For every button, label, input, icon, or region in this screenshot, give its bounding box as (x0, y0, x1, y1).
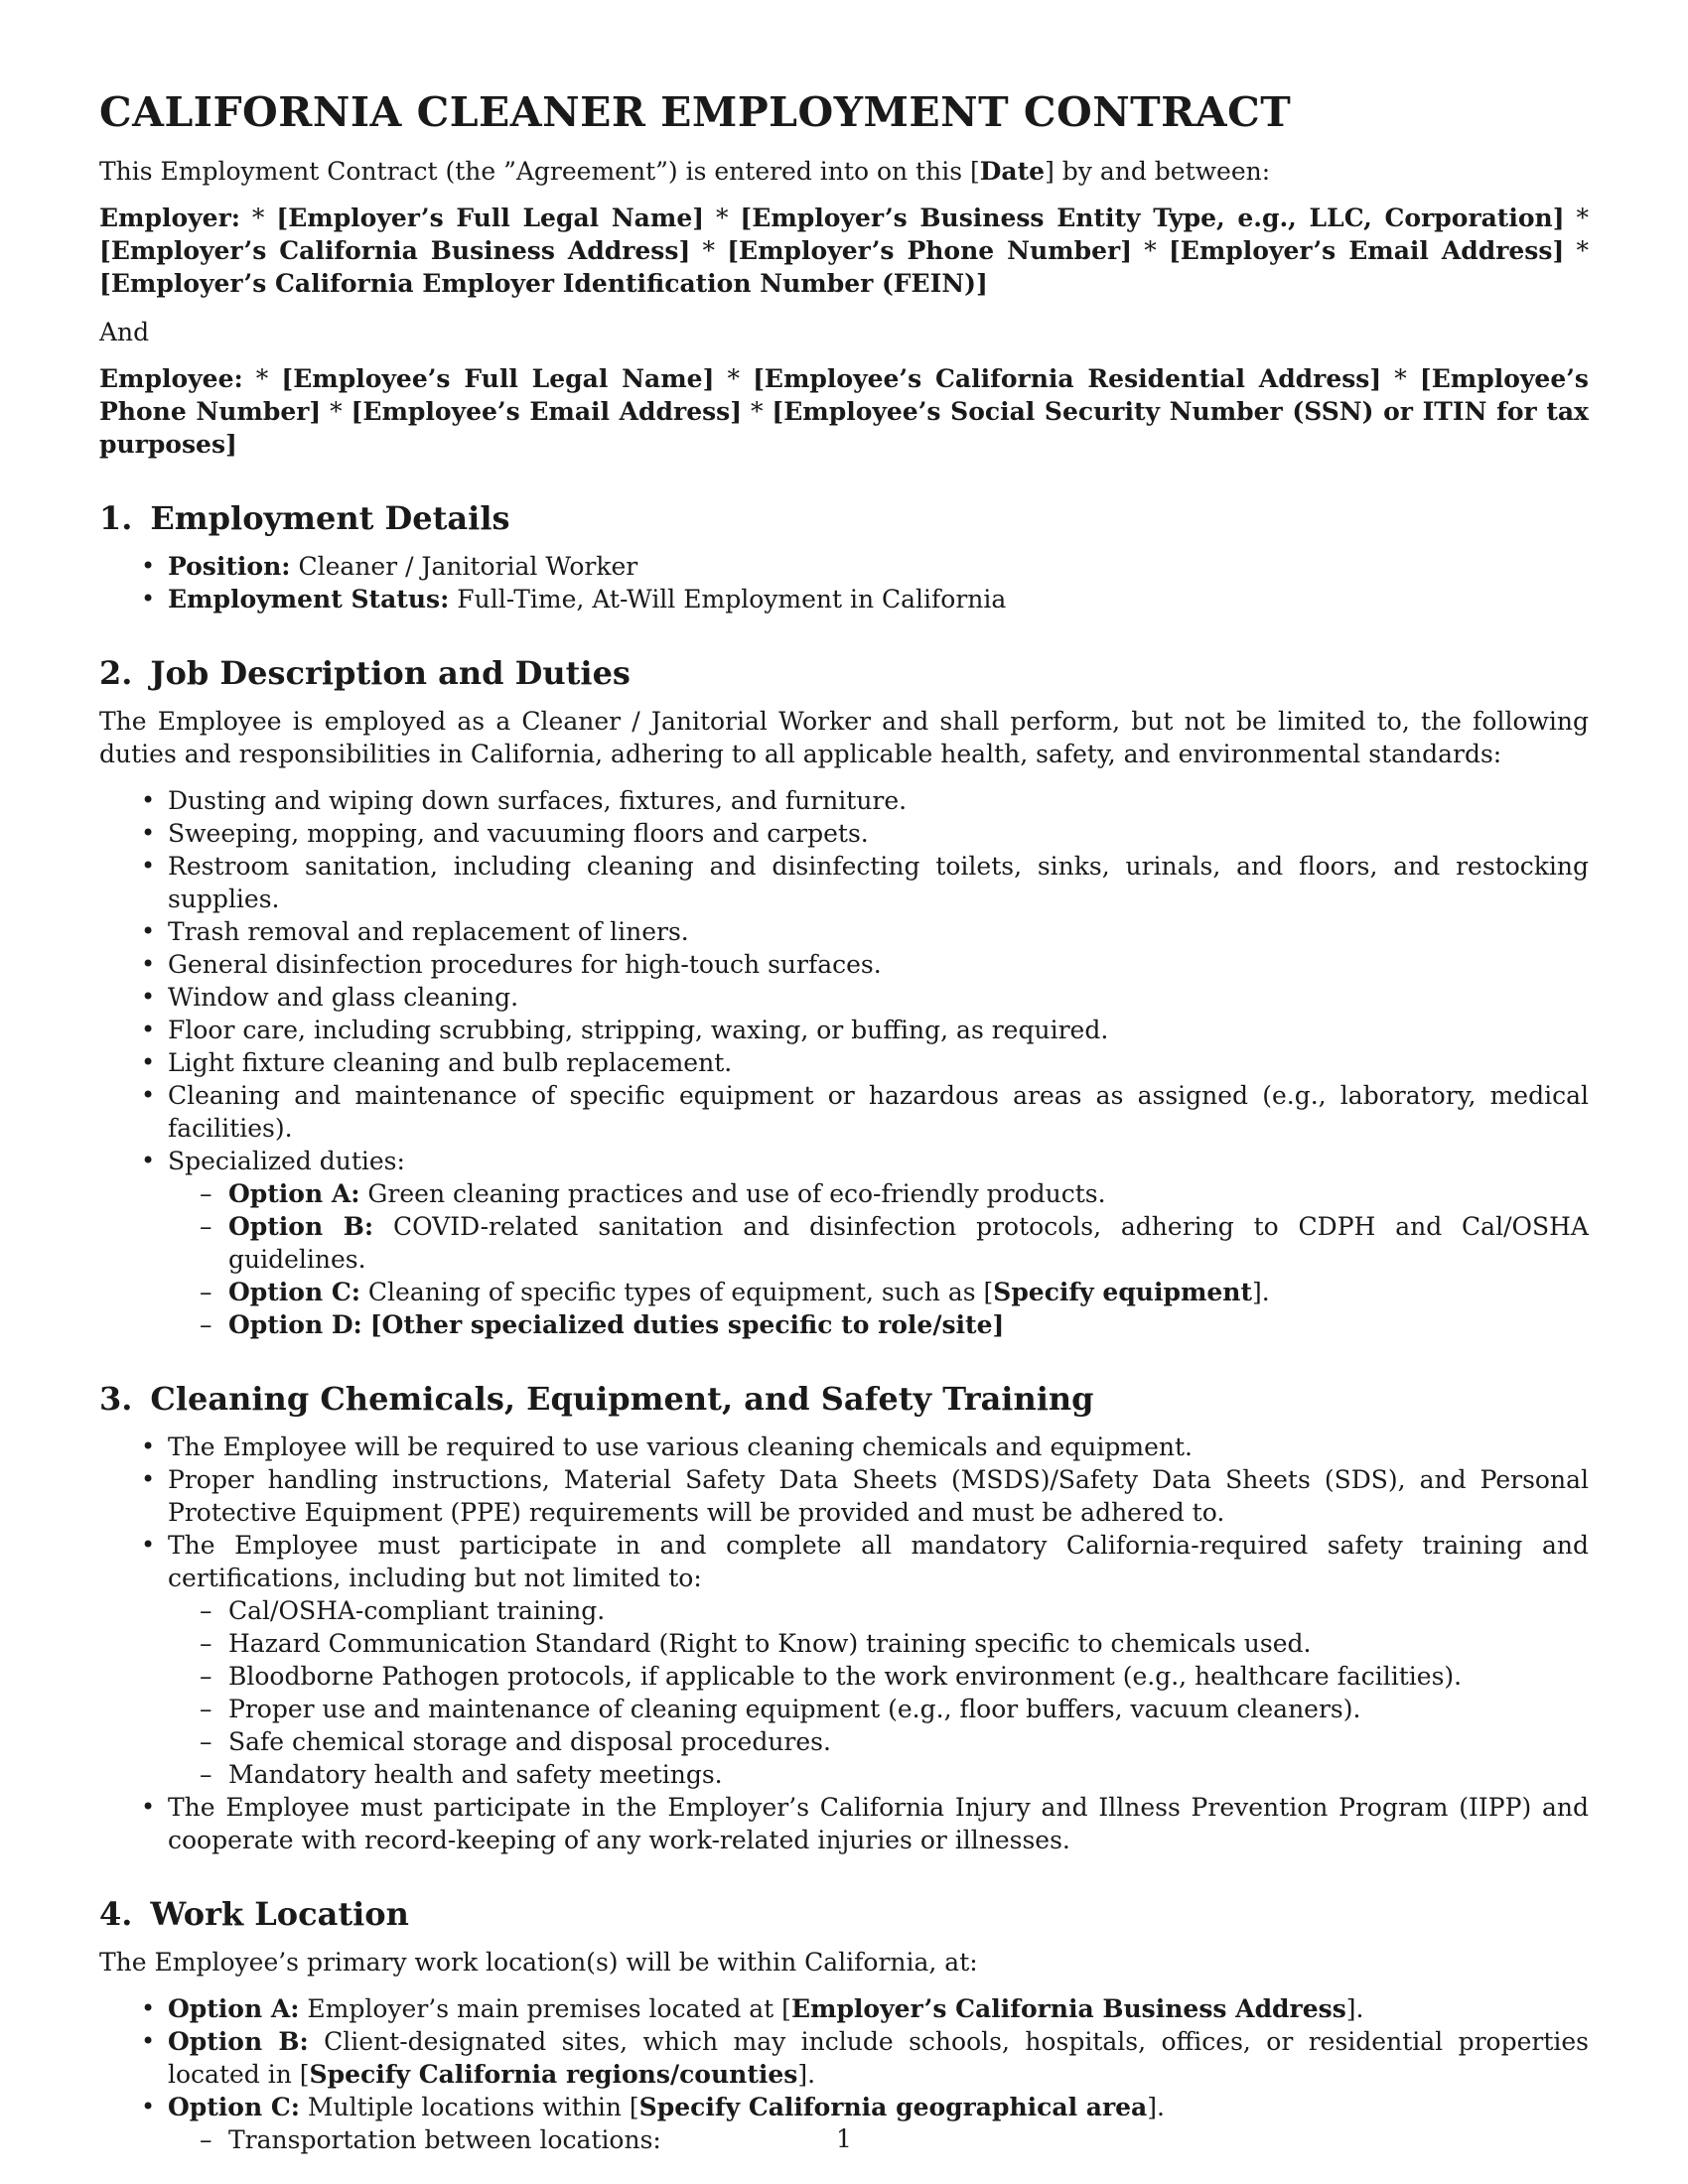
employment-details-list (99, 550, 1589, 615)
document-page (99, 87, 1589, 2166)
list-item: – Cal/OSHA-compliant training. (168, 1594, 1589, 1627)
list-item: • Light fixture cleaning and bulb replacement. (99, 1046, 1589, 1079)
specialized-duties-list (168, 1177, 1589, 1341)
list-item: • Trash removal and replacement of liners. (99, 915, 1589, 948)
employer-block: Employer: * [Employer’s Full Legal Name] * [Employer’s Business Entity Type, e.g., LLC, Corporation] * [Employer’s California Business Address] * [Employer’s Phone Number] * [Employer’s Email Address] * [Employer’s California Employer Identification Number (FEIN)] (99, 204, 1589, 298)
list-item: • The Employee must participate in and complete all mandatory California-required safety training and certifications, including but not limited to: – Cal/OSHA-compliant training. – Hazard Communication Standard (Right to Know) training specific to chemicals used. – Bloodborne Pathogen protocols, if applicable to the work environment (e.g., healthcare facilities). – Proper use and maintenance of cleaning equipment (e.g., floor buffers, vacuum cleaners). – Safe chemical storage and disposal procedures. – Mandatory health and safety meetings. (99, 1529, 1589, 1791)
employer-label: Employer: (99, 204, 240, 232)
list-item: • The Employee must participate in the Employer’s California Injury and Illness Prevention Program (IIPP) and cooperate with record-keeping of any work-related injuries or illnesses. (99, 1791, 1589, 1856)
list-item: • Restroom sanitation, including cleaning and disinfecting toilets, sinks, urinals, and floors, and restocking supplies. (99, 850, 1589, 915)
work-location-intro: The Employee’s primary work location(s) will be within California, at: (99, 1948, 978, 1977)
section-heading-work-location: 4. Work Location (99, 1895, 409, 1933)
list-item: – Bloodborne Pathogen protocols, if applicable to the work environment (e.g., healthcare facilities). (168, 1660, 1589, 1693)
employee-label: Employee: (99, 364, 243, 393)
list-item: • Specialized duties: – Option A: Green cleaning practices and use of eco-friendly products. – Option B: COVID-related sanitation and disinfection protocols, adhering to CDPH and Cal/OSHA guidelines. – Option C: Cleaning of specific types of equipment, such as [Specify equipment]. – Option D: [Other specialized duties specific to role/site] (99, 1145, 1589, 1341)
list-item: • Window and glass cleaning. (99, 981, 1589, 1014)
safety-list (99, 1431, 1589, 1856)
list-item: • Position: Cleaner / Janitorial Worker (99, 550, 1589, 583)
list-item: – Transportation between locations: (168, 2123, 1589, 2156)
document-title: CALIFORNIA CLEANER EMPLOYMENT CONTRACT (99, 88, 1292, 136)
list-item: • Employment Status: Full-Time, At-Will Employment in California (99, 583, 1589, 615)
list-item: – Hazard Communication Standard (Right to Know) training specific to chemicals used. (168, 1627, 1589, 1660)
intro-paragraph: This Employment Contract (the ”Agreement”) is entered into on this [Date] by and between: (99, 157, 1271, 186)
training-list (168, 1594, 1589, 1791)
date-placeholder: Date (979, 157, 1046, 186)
section-heading-employment-details: 1. Employment Details (99, 499, 510, 537)
duties-intro: The Employee is employed as a Cleaner / Janitorial Worker and shall perform, but not be limited to, the following duties and responsibilities in California, adhering to all applicable health, safety, and environmental standards: (99, 707, 1589, 768)
list-item: • Option B: Client-designated sites, which may include schools, hospitals, offices, or residential properties located in [Specify California regions/counties]. (99, 2025, 1589, 2091)
list-item: – Safe chemical storage and disposal procedures. (168, 1725, 1589, 1758)
list-item: • Dusting and wiping down surfaces, fixtures, and furniture. (99, 784, 1589, 817)
employee-block: Employee: * [Employee’s Full Legal Name] * [Employee’s California Residential Address] * [Employee’s Phone Number] * [Employee’s Email Address] * [Employee’s Social Security Number (SSN) or ITIN for tax purposes] (99, 364, 1590, 459)
list-item: – Option B: COVID-related sanitation and disinfection protocols, adhering to CDPH and Cal/OSHA guidelines. (168, 1210, 1589, 1276)
list-item: – Option A: Green cleaning practices and use of eco-friendly products. (168, 1177, 1589, 1210)
duties-list (99, 784, 1589, 1341)
list-item: • The Employee will be required to use various cleaning chemicals and equipment. (99, 1431, 1589, 1463)
section-heading-job-description: 2. Job Description and Duties (99, 654, 631, 692)
list-item: • Floor care, including scrubbing, stripping, waxing, or buffing, as required. (99, 1014, 1589, 1046)
list-item: • Sweeping, mopping, and vacuuming floors and carpets. (99, 817, 1589, 850)
page-number: 1 (836, 2124, 852, 2153)
list-item: – Mandatory health and safety meetings. (168, 1758, 1589, 1791)
and-text: And (99, 318, 150, 346)
list-item: • Cleaning and maintenance of specific equipment or hazardous areas as assigned (e.g., laboratory, medical facilities). (99, 1079, 1589, 1145)
list-item: • Option A: Employer’s main premises located at [Employer’s California Business Address]. (99, 1992, 1589, 2025)
list-item: • Proper handling instructions, Material Safety Data Sheets (MSDS)/Safety Data Sheets (SDS), and Personal Protective Equipment (PPE) requirements will be provided and must be adhered to. (99, 1463, 1589, 1529)
list-item: – Proper use and maintenance of cleaning equipment (e.g., floor buffers, vacuum cleaners). (168, 1693, 1589, 1725)
list-item: • General disinfection procedures for high-touch surfaces. (99, 948, 1589, 981)
list-item: – Option C: Cleaning of specific types of equipment, such as [Specify equipment]. (168, 1276, 1589, 1308)
list-item: – Option D: [Other specialized duties specific to role/site] (168, 1308, 1589, 1341)
list-item: • Option C: Multiple locations within [Specify California geographical area]. – Transportation between locations: (99, 2091, 1589, 2156)
section-heading-safety-training: 3. Cleaning Chemicals, Equipment, and Safety Training (99, 1380, 1094, 1418)
